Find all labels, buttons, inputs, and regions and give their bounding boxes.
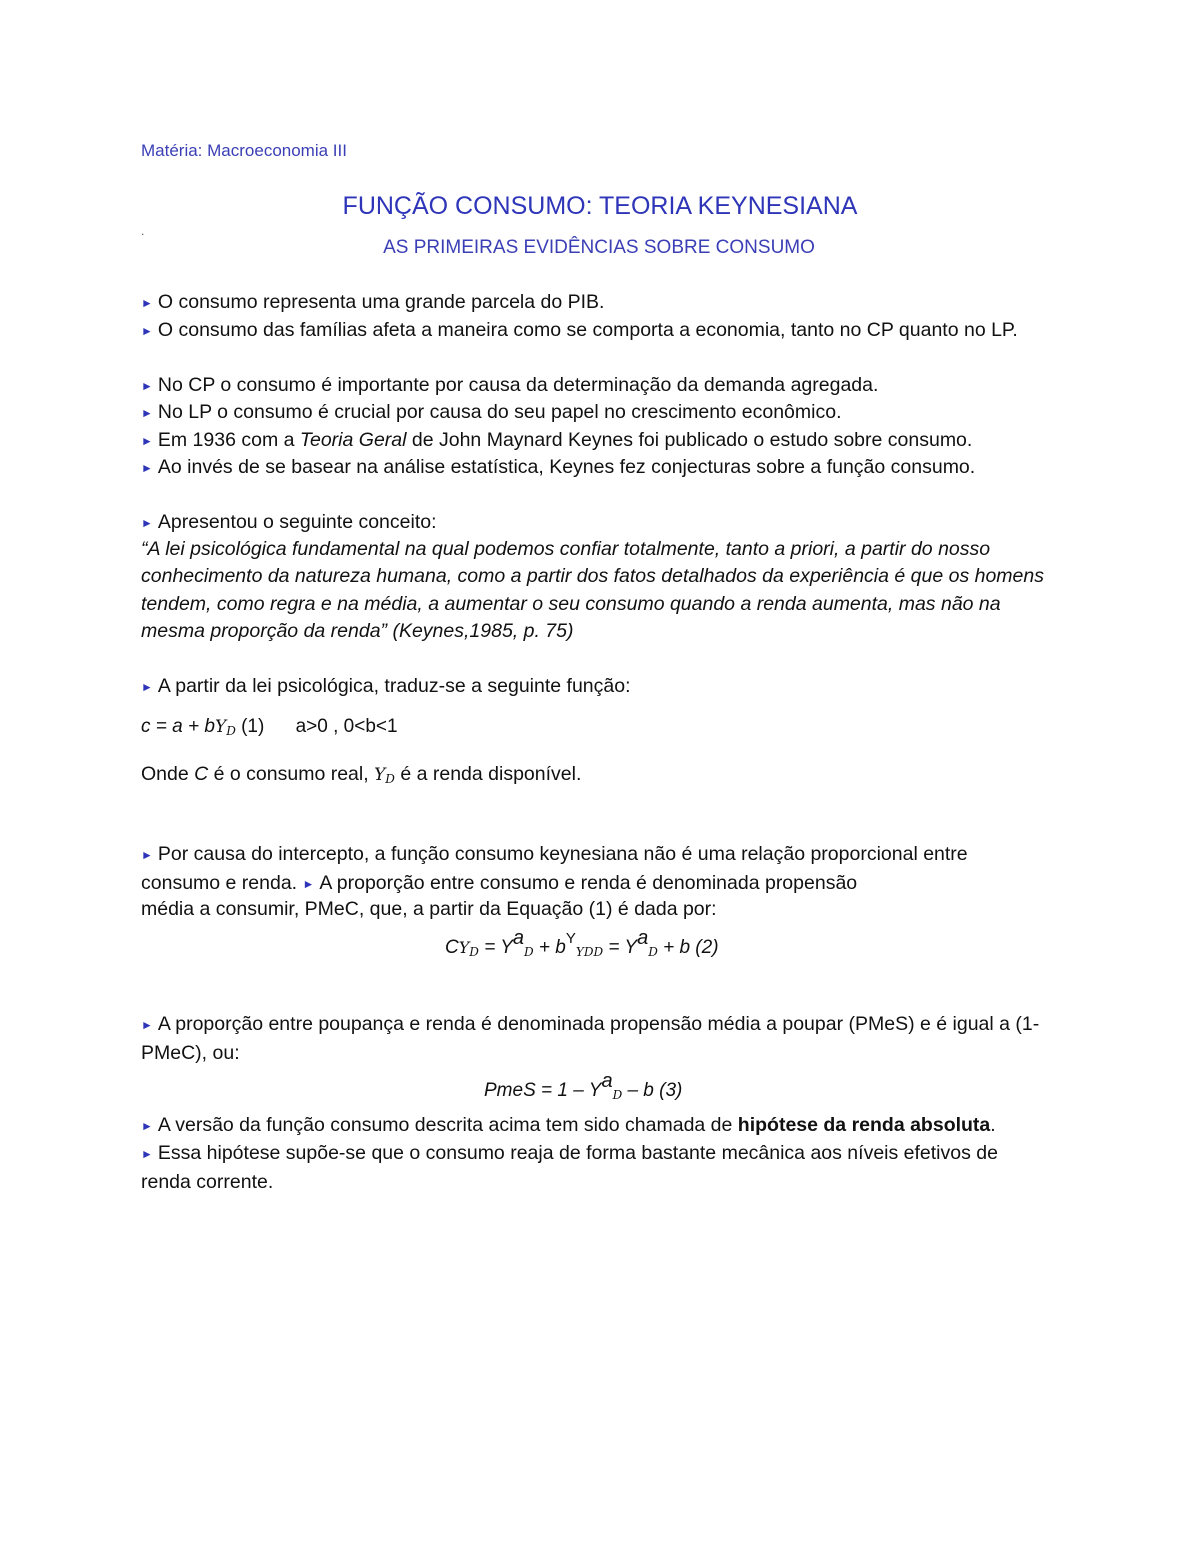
bullet-icon: ►: [141, 1018, 153, 1032]
bullet-icon: ►: [141, 434, 153, 448]
bullet-icon: ►: [141, 516, 153, 530]
document-page: [141, 0, 1051, 1553]
bullet-poupanca: ► A proporção entre poupança e renda é denominada propensão média a poupar (PMeS) e é igual a (1- PMeC), ou:: [141, 1013, 1040, 1065]
section-subtitle: AS PRIMEIRAS EVIDÊNCIAS SOBRE CONSUMO: [383, 237, 815, 258]
bullet-pib: ► O consumo representa uma grande parcela do PIB.: [141, 291, 605, 313]
bullet-icon: ►: [141, 379, 153, 393]
bullet-conjecturas: ► Ao invés de se basear na análise estatística, Keynes fez conjecturas sobre a função consumo.: [141, 456, 976, 478]
bullet-intercepto: ► Por causa do intercepto, a função consumo keynesiana não é uma relação proporcional entre consumo e renda. ► A proporção entre consumo e renda é denominada propensão: [141, 843, 968, 895]
bullet-familias: ► O consumo das famílias afeta a maneira como se comporta a economia, tanto no CP quanto no LP.: [141, 319, 1018, 341]
formula-2: CYD = YaD + $b^YYDD$ = YaD + b (2): [445, 927, 719, 959]
bullet-icon: ►: [141, 461, 153, 475]
bullet-icon: ►: [141, 324, 153, 338]
bullet-hipotese: ► Essa hipótese supõe-se que o consumo reaja de forma bastante mecânica aos níveis efetivos de renda corrente.: [141, 1142, 998, 1194]
bullet-lp: ► No LP o consumo é crucial por causa do seu papel no crescimento econômico.: [141, 401, 842, 423]
bullet-icon: ►: [302, 877, 315, 892]
bullet-icon: ►: [141, 680, 153, 694]
formula-1: c = a + bYD (1) a>0 , 0<b<1: [141, 716, 398, 738]
bullet-lei: ► A partir da lei psicológica, traduz-se a seguinte função:: [141, 675, 631, 697]
bullet-icon: ►: [141, 848, 153, 862]
onde-line: Onde C é o consumo real, YD é a renda disponível.: [141, 763, 582, 786]
keynes-quote: “A lei psicológica fundamental na qual podemos confiar totalmente, tanto a priori, a partir do nosso conhecimento da natureza humana, como a partir dos fatos detalhados da experiência é que os homens tendem, como regra e na média, a aumentar o seu consumo quando a renda aumenta, mas não na mesma proporção da renda” (Keynes,1985, p. 75): [141, 538, 1044, 643]
bullet-icon: ►: [141, 1119, 153, 1133]
bullet-icon: ►: [141, 1147, 153, 1161]
bullet-keynes: ► Em 1936 com a Teoria Geral de John Maynard Keynes foi publicado o estudo sobre consumo.: [141, 429, 973, 451]
bullet-cp: ► No CP o consumo é importante por causa da determinação da demanda agregada.: [141, 374, 879, 396]
bullet-icon: ►: [141, 296, 153, 310]
bullet-conceito: ► Apresentou o seguinte conceito:: [141, 511, 437, 533]
stray-dot: .: [141, 224, 145, 238]
bullet-versao: ► A versão da função consumo descrita acima tem sido chamada de hipótese da renda absoluta.: [141, 1114, 996, 1136]
bullet-icon: ►: [141, 406, 153, 420]
formula-3: PmeS = 1 – YaD – b (3): [484, 1070, 683, 1102]
pmec-line: média a consumir, PMeC, que, a partir da Equação (1) é dada por:: [141, 898, 717, 920]
page-title: FUNÇÃO CONSUMO: TEORIA KEYNESIANA: [342, 192, 858, 220]
subject-line: Matéria: Macroeconomia III: [141, 141, 347, 160]
